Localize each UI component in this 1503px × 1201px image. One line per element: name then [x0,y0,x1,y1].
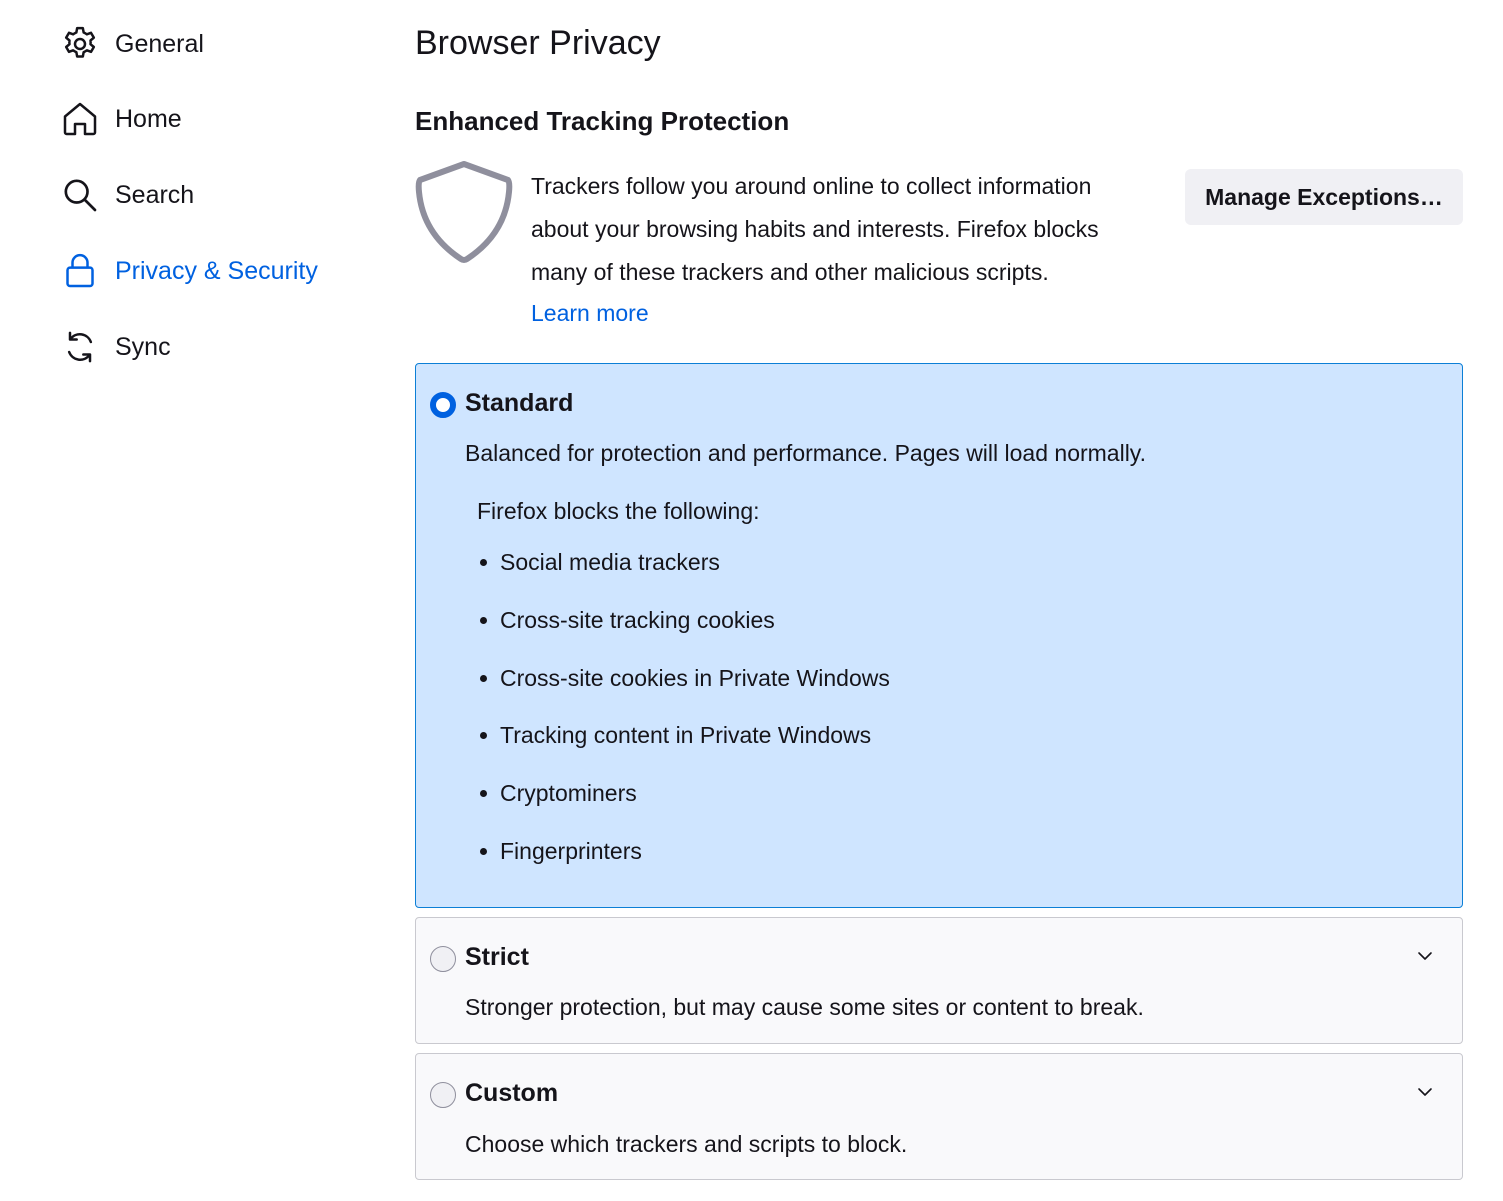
sidebar-item-privacy-security[interactable] [60,246,318,296]
manage-exceptions-button[interactable]: Manage Exceptions… [1185,169,1463,225]
custom-description: Choose which trackers and scripts to block. [465,1131,908,1157]
sidebar-item-search[interactable] [60,170,194,220]
chevron-down-icon[interactable] [1416,947,1434,965]
blocked-items-list [477,540,890,887]
learn-more-link[interactable]: Learn more [531,300,649,326]
custom-label: Custom [465,1079,559,1107]
list-item: Tracking content in Private Windows [477,713,890,771]
standard-label: Standard [465,389,574,417]
sidebar-item-general[interactable] [60,19,204,69]
sidebar-item-sync[interactable] [60,322,171,372]
shield-icon [415,160,513,264]
home-icon [60,99,100,139]
standard-option-card[interactable] [415,363,1463,908]
search-icon [60,175,100,215]
sync-icon [60,327,100,367]
lock-icon [60,251,100,291]
list-item: Cryptominers [477,771,890,829]
sidebar-item-label: Search [115,180,195,209]
sidebar [0,0,380,1201]
strict-label: Strict [465,943,529,971]
section-title: Enhanced Tracking Protection [415,106,790,136]
list-item: Social media trackers [477,540,890,598]
sidebar-item-label: Privacy & Security [115,256,318,285]
strict-radio[interactable] [430,946,456,972]
standard-description: Balanced for protection and performance. Pages will load normally. [465,440,1146,466]
strict-description: Stronger protection, but may cause some sites or content to break. [465,994,1144,1020]
sidebar-item-label: General [115,29,204,58]
blocks-heading: Firefox blocks the following: [477,498,760,524]
page-title: Browser Privacy [415,24,661,62]
custom-radio[interactable] [430,1082,456,1108]
list-item: Cross-site cookies in Private Windows [477,656,890,714]
etp-description: Trackers follow you around online to collect information about your browsing habits and interests. Firefox blocks many of these trackers and other malicious scripts. [531,173,1099,285]
sidebar-item-label: Sync [115,332,171,361]
chevron-down-icon[interactable] [1416,1083,1434,1101]
list-item: Fingerprinters [477,829,890,887]
strict-option-card[interactable] [415,917,1463,1044]
gear-icon [60,24,100,64]
custom-option-card[interactable] [415,1053,1463,1180]
standard-radio[interactable] [430,392,456,418]
sidebar-item-home[interactable] [60,94,182,144]
list-item: Cross-site tracking cookies [477,598,890,656]
sidebar-item-label: Home [115,104,182,133]
